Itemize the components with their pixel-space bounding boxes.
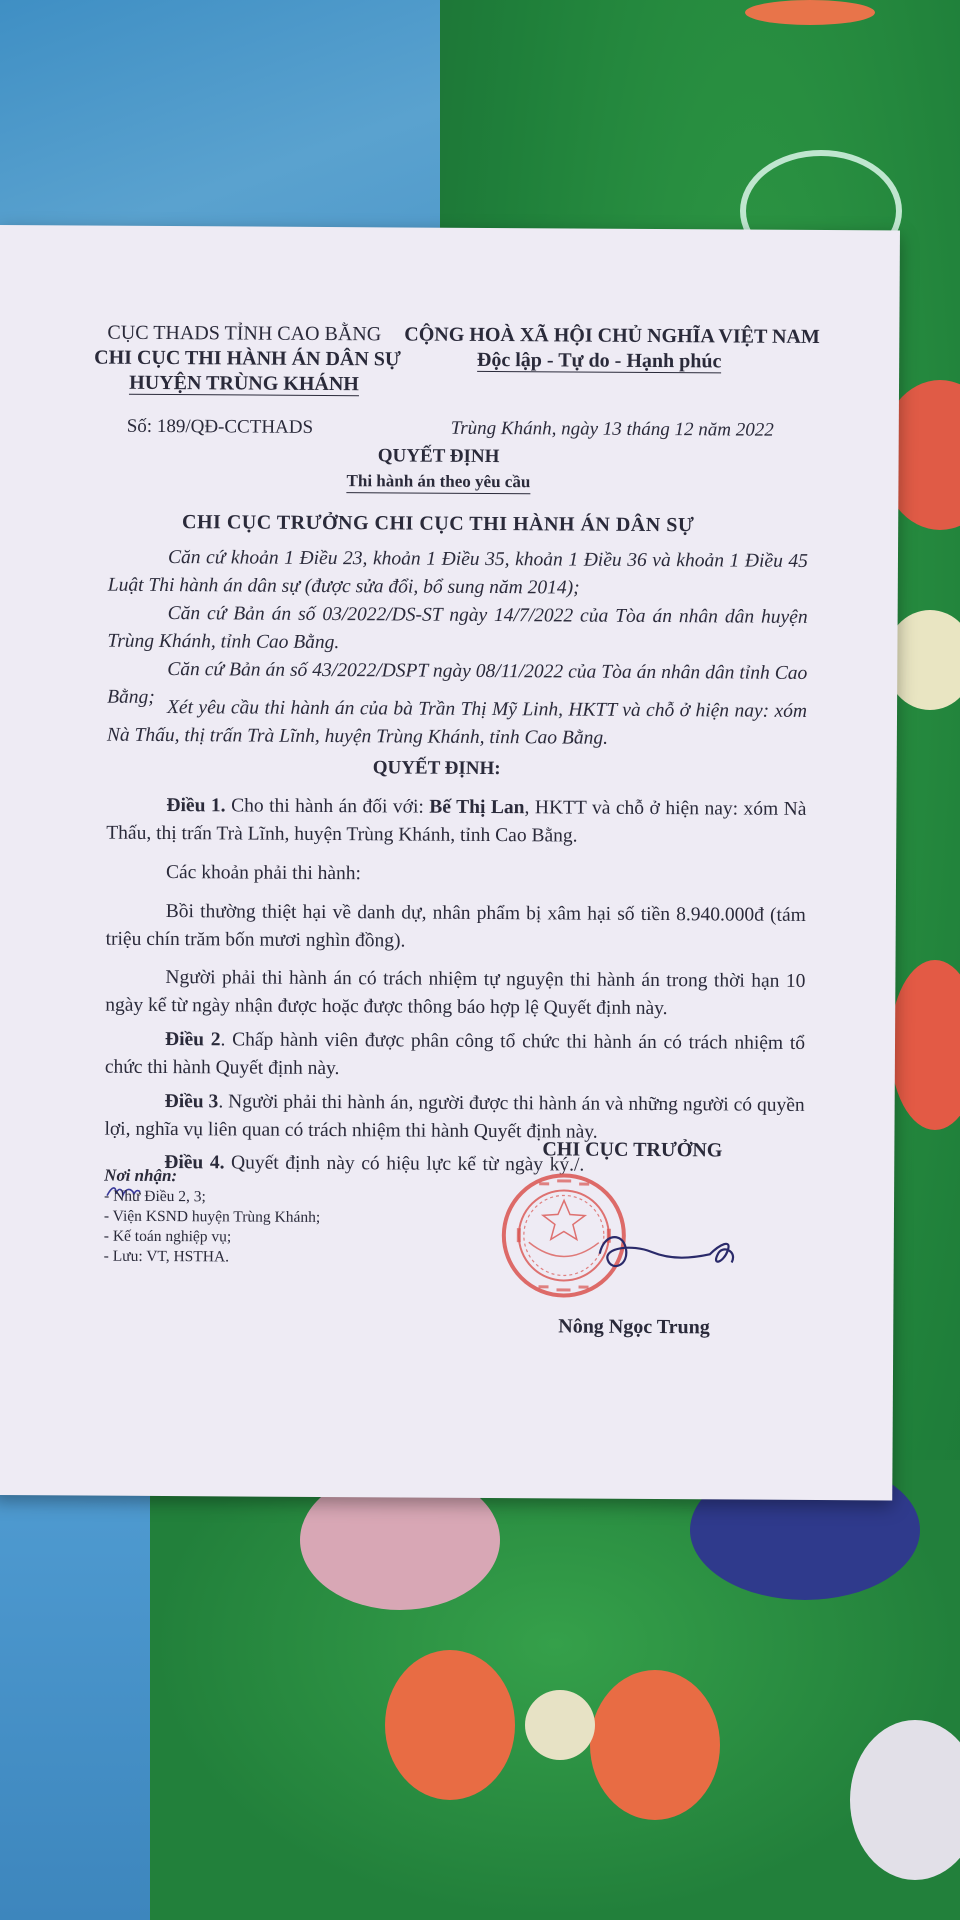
legal-basis-2: Căn cứ Bản án số 03/2022/DS-ST ngày 14/7/2022 của Tòa án nhân dân huyện Trùng Khánh, tỉnh Cao Bằng. [107, 603, 808, 654]
article-1: Điều 1. Cho thi hành án đối với: Bế Thị Lan, HKTT và chỗ ở hiện nay: xóm Nà Thấu, thị trấn Trà Lĩnh, huyện Trùng Khánh, tỉnh Cao Bằng. [106, 795, 807, 847]
signer-title: CHI CỤC TRƯỞNG [542, 1138, 723, 1162]
national-motto-line1: CỘNG HOÀ XÃ HỘI CHỦ NGHĨA VIỆT NAM [404, 323, 820, 349]
decision-heading: QUYẾT ĐỊNH: [372, 757, 501, 780]
document-paper [0, 225, 900, 1500]
recipients-title: Nơi nhận: [104, 1165, 178, 1186]
national-header [404, 322, 820, 374]
national-motto-line2: Độc lập - Tự do - Hạnh phúc [476, 348, 722, 373]
legal-basis-3: Căn cứ Bản án số 43/2022/DSPT ngày 08/11/2022 của Tòa án nhân dân tỉnh Cao Bằng; [107, 659, 808, 708]
agency-line2: CHI CỤC THI HÀNH ÁN DÂN SỰ [94, 346, 401, 371]
agency-line3: HUYỆN TRÙNG KHÁNH [129, 371, 359, 396]
legal-basis-1: Căn cứ khoản 1 Điều 23, khoản 1 Điều 35, khoản 1 Điều 36 và khoản 1 Điều 45 Luật Thi hành án dân sự (được sửa đổi, bổ sung năm 2014); [107, 547, 809, 599]
handwritten-signature [592, 1214, 742, 1285]
document-title: QUYẾT ĐỊNH [377, 445, 500, 468]
obligation-text: Bồi thường thiệt hại về danh dự, nhân phẩm bị xâm hại số tiền 8.940.000đ (tám triệu chín trăm bốn mươi nghìn đồng). [105, 901, 806, 952]
recipient-item: - Kế toán nghiệp vụ; [103, 1227, 232, 1246]
agency-header [94, 321, 401, 398]
recipient-item: - Như Điều 2, 3; [104, 1187, 206, 1206]
issuing-authority: CHI CỤC TRƯỞNG CHI CỤC THI HÀNH ÁN DÂN SỰ [182, 511, 695, 537]
obligations-heading: Các khoản phải thi hành: [165, 862, 362, 885]
voluntary-execution-text: Người phải thi hành án có trách nhiệm tự nguyện thi hành án trong thời hạn 10 ngày kể từ ngày nhận được hoặc được thông báo hợp lệ Quyết định này. [105, 967, 806, 1020]
agency-line1: CỤC THADS TỈNH CAO BẰNG [107, 321, 382, 346]
signer-name: Nông Ngọc Trung [558, 1315, 710, 1339]
request-basis: Xét yêu cầu thi hành án của bà Trần Thị Mỹ Linh, HKTT và chỗ ở hiện nay: xóm Nà Thấu, thị trấn Trà Lĩnh, huyện Trùng Khánh, tỉnh Cao Bằng. [106, 697, 808, 749]
article-3: Điều 3. Người phải thi hành án, người được thi hành án và những người có quyền lợi, nghĩa vụ liên quan có trách nhiệm thi hành Quyết định này. [104, 1091, 805, 1143]
article-2: Điều 2. Chấp hành viên được phân công tổ chức thi hành án có trách nhiệm tổ chức thi hành Quyết định này. [104, 1029, 806, 1080]
place-date: Trùng Khánh, ngày 13 tháng 12 năm 2022 [450, 417, 774, 441]
recipient-item: - Lưu: VT, HSTHA. [103, 1247, 230, 1266]
article-4: Điều 4. Quyết định này có hiệu lực kể từ ngày ký./. [104, 1149, 584, 1208]
document-subtitle: Thi hành án theo yêu cầu [0, 468, 878, 496]
recipient-item: - Viện KSND huyện Trùng Khánh; [103, 1207, 321, 1226]
document-number: Số: 189/QĐ-CCTHADS [126, 415, 314, 438]
